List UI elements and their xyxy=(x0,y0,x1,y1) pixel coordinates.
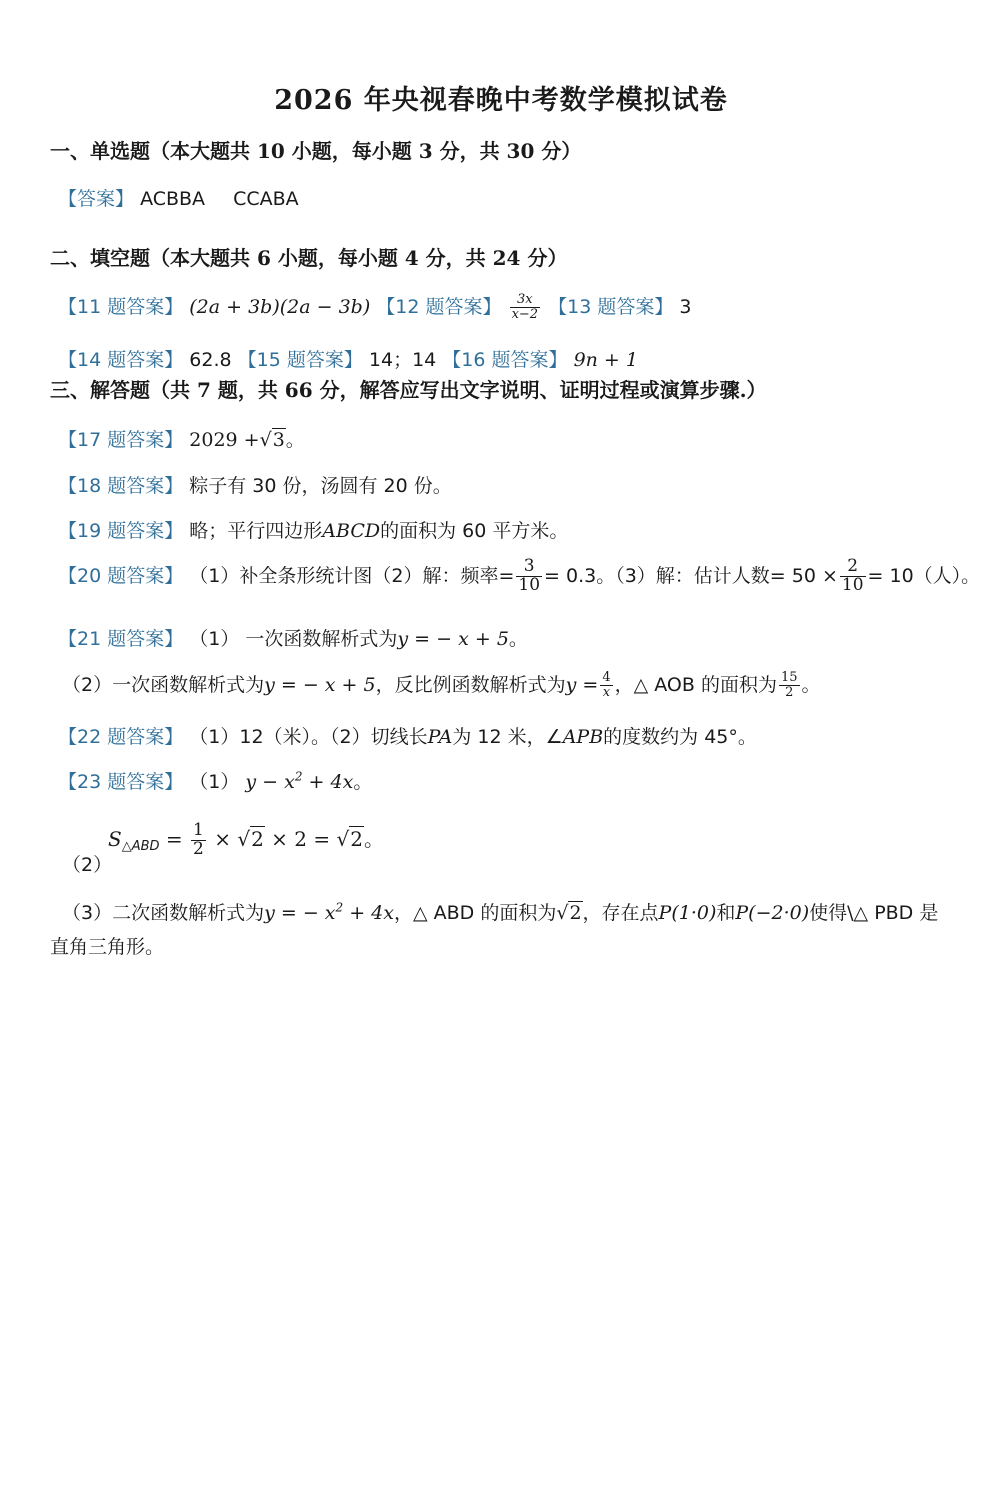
q21-2-equation: y = − x + 5 xyxy=(264,674,376,696)
q23-3-point-2: P(−2·0) xyxy=(735,902,810,924)
q14-answer: 62.8 xyxy=(189,349,232,371)
q23-3-text-e: 使得\△ PBD 是 xyxy=(809,902,939,924)
answer-line-q23-3-cont: 直角三角形。 xyxy=(50,936,165,958)
q23-equation: $y - x^2 + 4x$ xyxy=(245,769,354,793)
q23-3-text-b: ，△ ABD 的面积为 xyxy=(393,902,557,924)
q22-text-c: 的度数约为 45°。 xyxy=(603,726,757,748)
q17-answer: 2029 + xyxy=(189,429,260,451)
q21-2-text-b: ，反比例函数解析式为 xyxy=(375,674,566,696)
q23-3-point-1: P(1·0) xyxy=(658,902,717,924)
q23-2-sqrt-2: √2 xyxy=(336,826,363,851)
q20-text-c: = 10（人）。 xyxy=(867,564,981,587)
q23-2-end: 。 xyxy=(363,826,384,851)
q23-2-sqrt-1: √2 xyxy=(237,826,264,851)
page-title: 2026 年央视春晚中考数学模拟试卷 xyxy=(274,85,728,116)
q23-2-label: （2） xyxy=(62,854,113,876)
answer-tag: 【答案】 xyxy=(58,188,135,210)
q23-2-mid: × 2 = xyxy=(271,826,331,851)
answer-line-mc xyxy=(58,184,299,211)
q23-2-formula xyxy=(108,822,384,859)
q18-tag: 【18 题答案】 xyxy=(58,475,184,497)
q16-answer: 9n + 1 xyxy=(573,349,638,371)
q23-2-eq: = xyxy=(165,826,183,851)
answer-line-q21-1 xyxy=(58,624,528,651)
q21-text-a: （1） 一次函数解析式为 xyxy=(189,628,398,650)
answer-line-q19 xyxy=(58,516,568,543)
q20-tag: 【20 题答案】 xyxy=(58,564,184,587)
q12-fraction: $\frac{3x}{x-2}$ xyxy=(511,292,539,322)
q23-2-fraction: $\frac{1}{2}$ xyxy=(193,820,204,859)
q15-answer: 14；14 xyxy=(368,349,437,371)
q19-text-a: 略；平行四边形 xyxy=(189,520,323,542)
q23-3-equation: y = − $x^2 + 4x$ xyxy=(264,900,394,924)
q18-answer: 粽子有 30 份，汤圆有 20 份。 xyxy=(189,475,452,497)
q19-text-b: 的面积为 60 平方米。 xyxy=(380,520,569,542)
answer-line-q21-2 xyxy=(62,670,821,700)
q13-answer: 3 xyxy=(679,296,692,318)
q19-tag: 【19 题答案】 xyxy=(58,520,184,542)
q23-3-text-d: 和 xyxy=(716,902,736,924)
q13-tag: 【13 题答案】 xyxy=(548,296,674,318)
q17-end: 。 xyxy=(285,429,305,451)
q22-apb: APB xyxy=(562,726,604,748)
q12-tag: 【12 题答案】 xyxy=(376,296,502,318)
q20-text-a: （1）补全条形统计图（2）解：频率= xyxy=(189,564,515,587)
answer-line-q22 xyxy=(58,722,757,749)
q19-abcd: ABCD xyxy=(322,520,381,542)
answer-line-q18 xyxy=(58,471,452,498)
q21-2-equation-2: y = xyxy=(565,674,599,696)
q23-tag: 【23 题答案】 xyxy=(58,771,184,793)
q17-sqrt: √3 xyxy=(259,429,285,451)
q22-pa: PA xyxy=(427,726,453,748)
section-heading-fill-blank: 二、填空题（本大题共 6 小题，每小题 4 分，共 24 分） xyxy=(50,246,568,270)
q21-tag: 【21 题答案】 xyxy=(58,628,184,650)
q21-fraction-1: $\frac{4}{x}$ xyxy=(602,670,611,700)
q22-text-a: （1）12（米）。（2）切线长 xyxy=(189,726,428,748)
q23-3-text-a: （3）二次函数解析式为 xyxy=(62,902,265,924)
q23-2-times: × xyxy=(214,826,231,851)
q23-text-a: （1） xyxy=(189,771,240,793)
q21-equation: y = − x + 5 xyxy=(397,628,509,650)
q23-2-sub: △ABD xyxy=(121,838,160,854)
mc-answers-2: CCABA xyxy=(233,188,299,210)
mc-answers-1: ACBBA xyxy=(140,188,206,210)
q23-end: 。 xyxy=(353,771,373,793)
q21-fraction-2: $\frac{15}{2}$ xyxy=(780,670,798,700)
q22-text-b: 为 12 米，∠ xyxy=(452,726,563,748)
q21-2-text-c: ，△ AOB 的面积为 xyxy=(614,674,777,696)
q23-3-text-c: ，存在点 xyxy=(582,902,659,924)
q21-2-end: 。 xyxy=(801,674,821,696)
answer-line-q23-1 xyxy=(58,767,372,794)
q21-2-text-a: （2）一次函数解析式为 xyxy=(62,674,265,696)
q11-answer: (2a + 3b)(2a − 3b) xyxy=(189,296,371,318)
q22-tag: 【22 题答案】 xyxy=(58,726,184,748)
answer-line-q14-16 xyxy=(58,345,638,372)
section-heading-single-choice: 一、单选题（本大题共 10 小题，每小题 3 分，共 30 分） xyxy=(50,139,582,163)
q21-end: 。 xyxy=(508,628,528,650)
answer-line-q20 xyxy=(58,558,980,595)
q16-tag: 【16 题答案】 xyxy=(442,349,568,371)
q23-2-s: S xyxy=(108,826,122,851)
q20-fraction-1: $\frac{3}{10}$ xyxy=(518,556,541,595)
q23-3-sqrt: √2 xyxy=(556,902,582,924)
q20-text-b: = 0.3。（3）解：估计人数= 50 × xyxy=(544,564,838,587)
answer-line-q17 xyxy=(58,425,305,452)
q11-tag: 【11 题答案】 xyxy=(58,296,184,318)
q17-tag: 【17 题答案】 xyxy=(58,429,184,451)
answer-line-q23-3 xyxy=(62,898,938,925)
q15-tag: 【15 题答案】 xyxy=(237,349,363,371)
section-heading-solutions: 三、解答题（共 7 题，共 66 分，解答应写出文字说明、证明过程或演算步骤.） xyxy=(50,378,767,402)
q14-tag: 【14 题答案】 xyxy=(58,349,184,371)
q20-fraction-2: $\frac{2}{10}$ xyxy=(841,556,864,595)
answer-line-q11-13 xyxy=(58,292,691,322)
